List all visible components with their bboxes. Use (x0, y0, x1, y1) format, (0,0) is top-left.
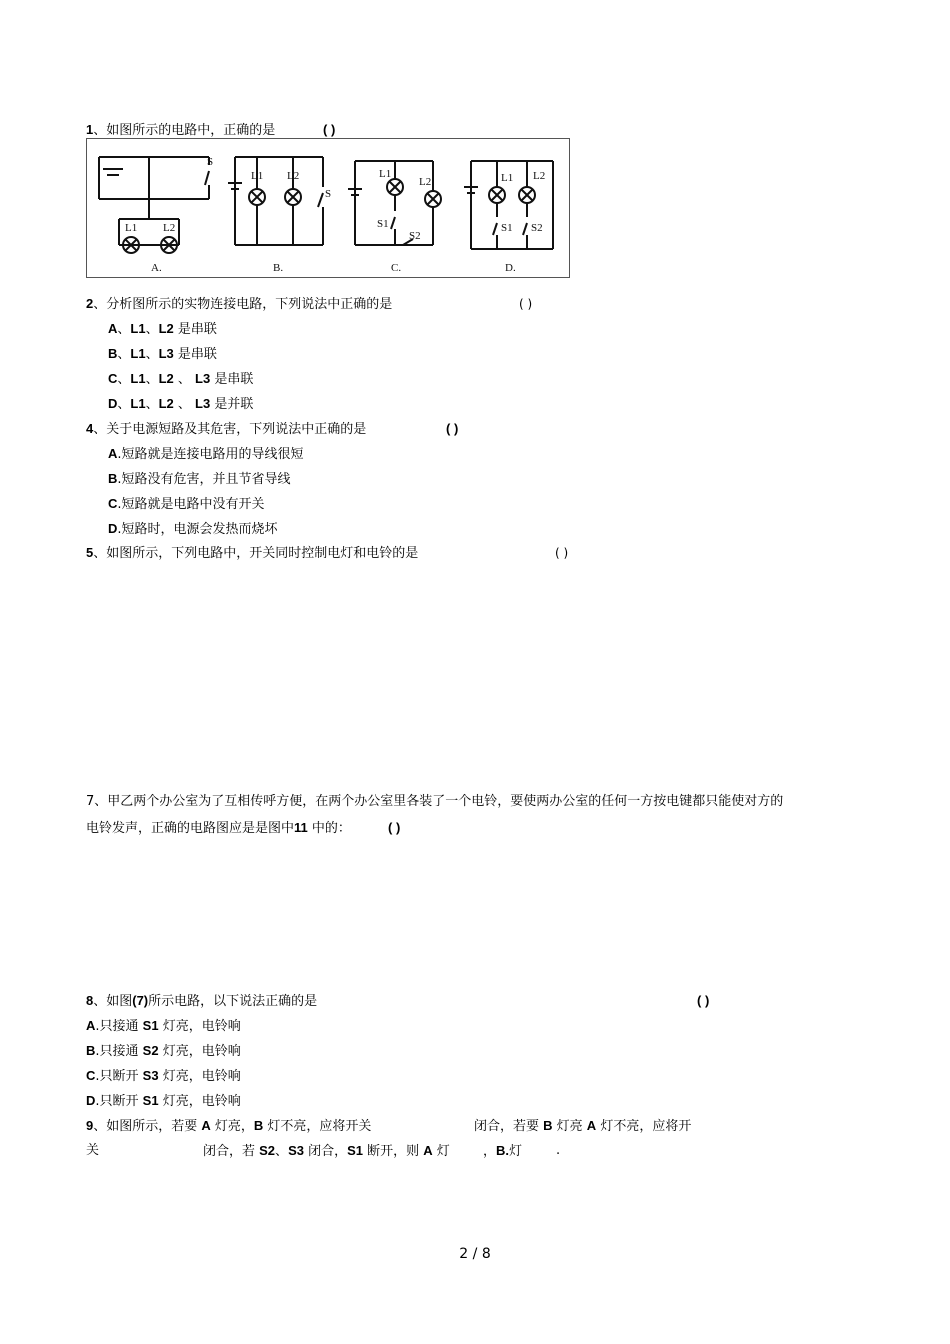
label-c-s1: S1 (377, 218, 389, 230)
label-b-l1: L1 (251, 170, 264, 182)
q9-number: 9 (86, 1118, 94, 1133)
q1-answer-paren: ( ) (323, 122, 336, 137)
q1-text: 、如图所示的电路中，正确的是 (93, 123, 276, 138)
q9-line2-part3: ，B.灯 (483, 1143, 523, 1159)
q9-line1-part1: 9、如图所示，若要 A 灯亮，B 灯不亮，应将开关 (86, 1118, 372, 1134)
label-d-s1: S1 (501, 222, 513, 234)
q8-option-b: B.只接通 S2 灯亮，电铃响 (86, 1043, 241, 1059)
label-d-s2: S2 (531, 222, 543, 234)
q7-line2: 电铃发声，正确的电路图应是是图中11 中的： (86, 820, 351, 836)
q2-option-c: C、L1、L2 、 L3 是串联 (108, 371, 254, 387)
label-d: D. (505, 262, 516, 274)
q2-number: 2 (86, 296, 94, 311)
q4-option-b: B.短路没有危害，并且节省导线 (108, 471, 291, 487)
q7-answer-paren: ( ) (388, 820, 401, 835)
label-c-l2: L2 (419, 176, 432, 188)
circuit-figure (86, 138, 570, 278)
label-a-s: S (207, 156, 214, 168)
q8-number: 8 (86, 993, 94, 1008)
q5-answer-paren: ( ) (555, 546, 569, 560)
q5-number: 5 (86, 545, 94, 560)
page-number: 2 / 8 (459, 1246, 491, 1262)
circuit-a (99, 157, 209, 253)
q1-line (86, 122, 275, 139)
q5-line (86, 545, 418, 562)
q2-option-a: A、L1、L2 是串联 (108, 321, 217, 337)
q9-line2-part2: 闭合，若 S2、S3 闭合，S1 断开，则 A 灯 (203, 1143, 450, 1159)
label-d-l1: L1 (501, 172, 514, 184)
label-b: B. (273, 262, 284, 274)
q9-line2-end: . (556, 1143, 561, 1158)
label-c: C. (391, 262, 402, 274)
label-a-l2: L2 (163, 222, 176, 234)
q4-text: 、关于电源短路及其危害，下列说法中正确的是 (93, 422, 367, 437)
q4-option-a: A.短路就是连接电路用的导线很短 (108, 446, 304, 462)
label-d-l2: L2 (533, 170, 546, 182)
label-a: A. (151, 262, 162, 274)
q5-text: 、如图所示，下列电路中，开关同时控制电灯和电铃的是 (93, 546, 419, 561)
q8-option-c: C.只断开 S3 灯亮，电铃响 (86, 1068, 241, 1084)
q8-option-a: A.只接通 S1 灯亮，电铃响 (86, 1018, 241, 1034)
q8-answer-paren: ( ) (697, 993, 710, 1008)
label-a-l1: L1 (125, 222, 138, 234)
label-b-s: S (325, 188, 332, 200)
q8-line: 8、如图(7)所示电路，以下说法正确的是 (86, 993, 318, 1009)
q2-answer-paren: ( ) (519, 297, 533, 311)
label-c-s2: S2 (409, 230, 421, 242)
q2-option-d: D、L1、L2 、 L3 是并联 (108, 396, 254, 412)
q7-line1: 7、甲乙两个办公室为了互相传呼方便，在两个办公室里各装了一个电铃，要使两办公室的任何一方按电键都只能使对方的 (86, 794, 784, 809)
q2-text: 、分析图所示的实物连接电路，下列说法中正确的是 (93, 297, 393, 312)
q4-answer-paren: ( ) (446, 421, 459, 436)
circuit-diagrams (87, 139, 571, 279)
q9-line1-part2: 闭合，若要 B 灯亮 A 灯不亮，应将开 (474, 1118, 692, 1134)
q4-number: 4 (86, 421, 94, 436)
q9-line2-part1: 关 (86, 1143, 100, 1158)
q4-line (86, 421, 366, 438)
q2-option-b: B、L1、L3 是串联 (108, 346, 217, 362)
label-b-l2: L2 (287, 170, 300, 182)
label-c-l1: L1 (379, 168, 392, 180)
circuit-b (228, 157, 323, 245)
q2-line (86, 296, 392, 313)
q8-option-d: D.只断开 S1 灯亮，电铃响 (86, 1093, 241, 1109)
q4-option-c: C.短路就是电路中没有开关 (108, 496, 265, 512)
q1-number: 1 (86, 122, 94, 137)
q4-option-d: D.短路时，电源会发热而烧坏 (108, 521, 278, 537)
circuit-c (348, 161, 441, 245)
